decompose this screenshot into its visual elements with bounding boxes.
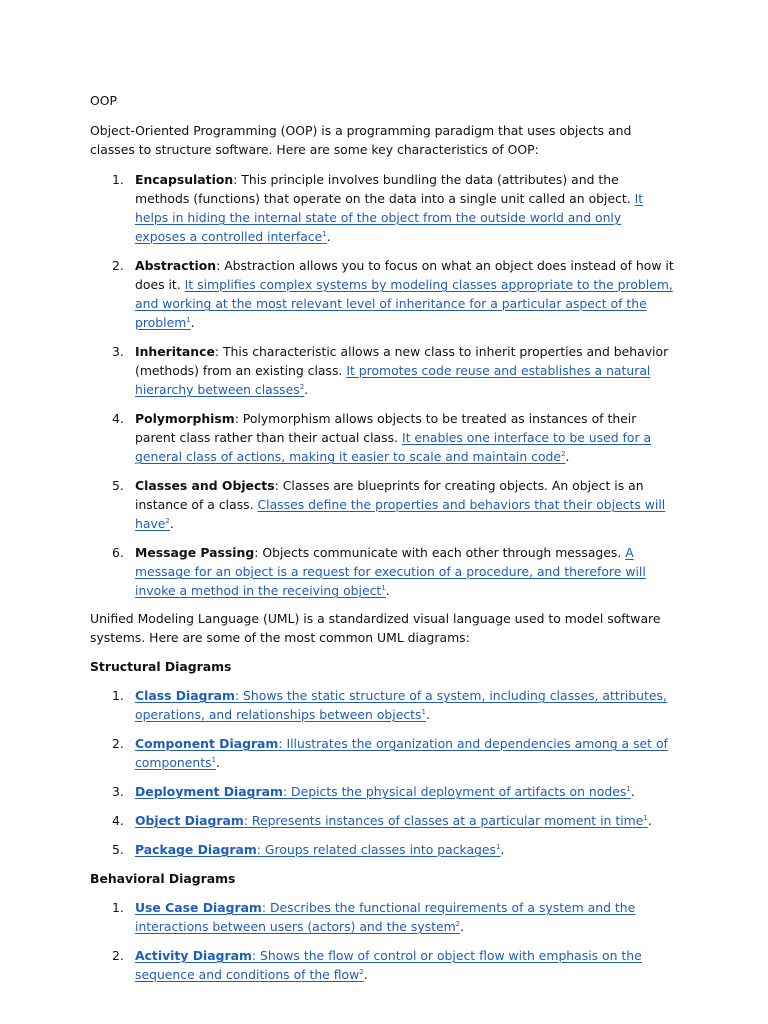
term: Polymorphism [135, 411, 235, 426]
citation-ref[interactable]: 1 [381, 584, 386, 592]
description: : Abstraction allows you to focus on what an object does instead of how it does it. [135, 258, 674, 292]
citation-link[interactable]: A message for an object is a request for execution of a procedure, and therefore will invoke a method in the receiving object$^1$ [135, 545, 646, 598]
citation-link[interactable]: Component Diagram: Illustrates the organization and dependencies among a set of components$^1$ [135, 736, 668, 770]
document-title: OOP [90, 93, 117, 108]
citation-ref[interactable]: 1 [643, 814, 648, 822]
citation-link[interactable]: Package Diagram: Groups related classes into packages$^1$ [135, 842, 501, 857]
list-number: 1. [112, 688, 124, 703]
citation-ref[interactable]: 1 [421, 708, 426, 716]
citation-link[interactable]: Activity Diagram: Shows the flow of control or object flow with emphasis on the sequence and conditions of the flow$^2$ [135, 948, 642, 982]
citation-ref[interactable]: 1 [186, 316, 191, 324]
list-number: 2. [112, 258, 124, 273]
citation-link[interactable]: Classes define the properties and behaviors that their objects will have$^2$ [135, 497, 666, 531]
list-number: 2. [112, 948, 124, 963]
term: Abstraction [135, 258, 217, 273]
citation-link[interactable]: Class Diagram: Shows the static structure of a system, including classes, attributes, operations, and relationships between objects$^1$ [135, 688, 667, 722]
list-number: 1. [112, 900, 124, 915]
term: Encapsulation [135, 172, 234, 187]
citation-link[interactable]: It simplifies complex systems by modeling classes appropriate to the problem, and working at the most relevant level of inheritance for a particular aspect of the problem$^1$ [135, 277, 673, 330]
list-item: 1. Class Diagram: Shows the static structure of a system, including classes, attributes, operations, and relationships between objects$^1$. [112, 688, 667, 722]
list-item: 2. Component Diagram: Illustrates the organization and dependencies among a set of components$^1$. [112, 736, 668, 770]
citation-ref[interactable]: 2 [299, 383, 305, 391]
list-number: 4. [112, 411, 124, 426]
list-item: 2. Activity Diagram: Shows the flow of control or object flow with emphasis on the sequence and conditions of the flow$^2$. [112, 948, 642, 982]
term: Inheritance [135, 344, 215, 359]
list-number: 4. [112, 813, 124, 828]
list-item: 1. Use Case Diagram: Describes the functional requirements of a system and the interactions between users (actors) and the system$^2$. [112, 900, 636, 934]
oop-characteristics-list [90, 170, 768, 600]
list-item: 1. Encapsulation: This principle involves bundling the data (attributes) and the methods (functions) that operate on the data into a single unit called an object. It helps in hiding the internal state of the object from the outside world and only exposes a controlled interface$^1$. [112, 172, 644, 244]
term: Classes and Objects [135, 478, 275, 493]
citation-ref[interactable]: 2 [359, 968, 364, 976]
structural-diagrams-list [90, 686, 768, 859]
oop-intro-paragraph: Object-Oriented Programming (OOP) is a programming paradigm that uses objects and classes to structure software. Here are some key characteristics of OOP: [90, 123, 632, 157]
list-item: 6. Message Passing: Objects communicate with each other through messages. A message for an object is a request for execution of a procedure, and therefore will invoke a method in the receiving object$^1$. [112, 545, 646, 598]
citation-ref[interactable]: 1 [211, 756, 217, 764]
list-number: 2. [112, 736, 124, 751]
citation-ref[interactable]: 2 [165, 517, 170, 525]
list-number: 6. [112, 545, 124, 560]
citation-ref[interactable]: 1 [322, 230, 327, 238]
citation-link[interactable]: It helps in hiding the internal state of the object from the outside world and only exposes a controlled interface$^1$ [135, 191, 644, 244]
list-number: 3. [112, 344, 124, 359]
description: : Polymorphism allows objects to be treated as instances of their parent class rather than their actual class. [135, 411, 637, 445]
citation-ref[interactable]: 1 [626, 785, 631, 793]
list-number: 5. [112, 842, 124, 857]
description: : Objects communicate with each other through messages. [254, 545, 626, 560]
citation-link[interactable]: It promotes code reuse and establishes a natural hierarchy between classes$^2$ [135, 363, 651, 397]
description: : Classes are blueprints for creating objects. An object is an instance of a class. [135, 478, 644, 512]
list-item: 2. Abstraction: Abstraction allows you to focus on what an object does instead of how it does it. It simplifies complex systems by modeling classes appropriate to the problem, and working at the most relevant level of inheritance for a particular aspect of the problem$^1$. [112, 258, 674, 330]
description: : This principle involves bundling the data (attributes) and the methods (functions) that operate on the data into a single unit called an object. [135, 172, 635, 206]
list-number: 5. [112, 478, 124, 493]
list-item: 5. Classes and Objects: Classes are blueprints for creating objects. An object is an instance of a class. Classes define the properties and behaviors that their objects will have$^2$. [112, 478, 666, 531]
list-item: 3. Inheritance: This characteristic allows a new class to inherit properties and behavior (methods) from an existing class. It promotes code reuse and establishes a natural hierarchy between classes$^2$. [112, 344, 669, 397]
list-number: 1. [112, 172, 124, 187]
description: : This characteristic allows a new class to inherit properties and behavior (methods) from an existing class. [135, 344, 669, 378]
list-item: 4. Polymorphism: Polymorphism allows objects to be treated as instances of their parent class rather than their actual class. It enables one interface to be used for a general class of actions, making it easier to scale and maintain code$^2$. [112, 411, 652, 464]
term: Message Passing [135, 545, 255, 560]
uml-intro-paragraph: Unified Modeling Language (UML) is a standardized visual language used to model software systems. Here are some of the most common UML diagrams: [90, 611, 661, 645]
behavioral-diagrams-list [90, 898, 768, 984]
list-item: 3. Deployment Diagram: Depicts the physical deployment of artifacts on nodes$^1$. [112, 784, 635, 799]
structural-diagrams-heading: Structural Diagrams [90, 659, 232, 674]
list-item: 5. Package Diagram: Groups related classes into packages$^1$. [112, 842, 505, 857]
citation-ref[interactable]: 1 [496, 843, 501, 851]
citation-ref[interactable]: 2 [455, 920, 461, 928]
citation-link[interactable]: Deployment Diagram: Depicts the physical deployment of artifacts on nodes$^1$ [135, 784, 631, 799]
citation-link[interactable]: Object Diagram: Represents instances of classes at a particular moment in time$^1$ [135, 813, 648, 828]
citation-ref[interactable]: 2 [561, 450, 566, 458]
behavioral-diagrams-heading: Behavioral Diagrams [90, 871, 236, 886]
citation-link[interactable]: It enables one interface to be used for a general class of actions, making it easier to scale and maintain code$^2$ [135, 430, 652, 464]
list-item: 4. Object Diagram: Represents instances of classes at a particular moment in time$^1$. [112, 813, 652, 828]
list-number: 3. [112, 784, 124, 799]
citation-link[interactable]: Use Case Diagram: Describes the functional requirements of a system and the interactions between users (actors) and the system$^2$ [135, 900, 636, 934]
